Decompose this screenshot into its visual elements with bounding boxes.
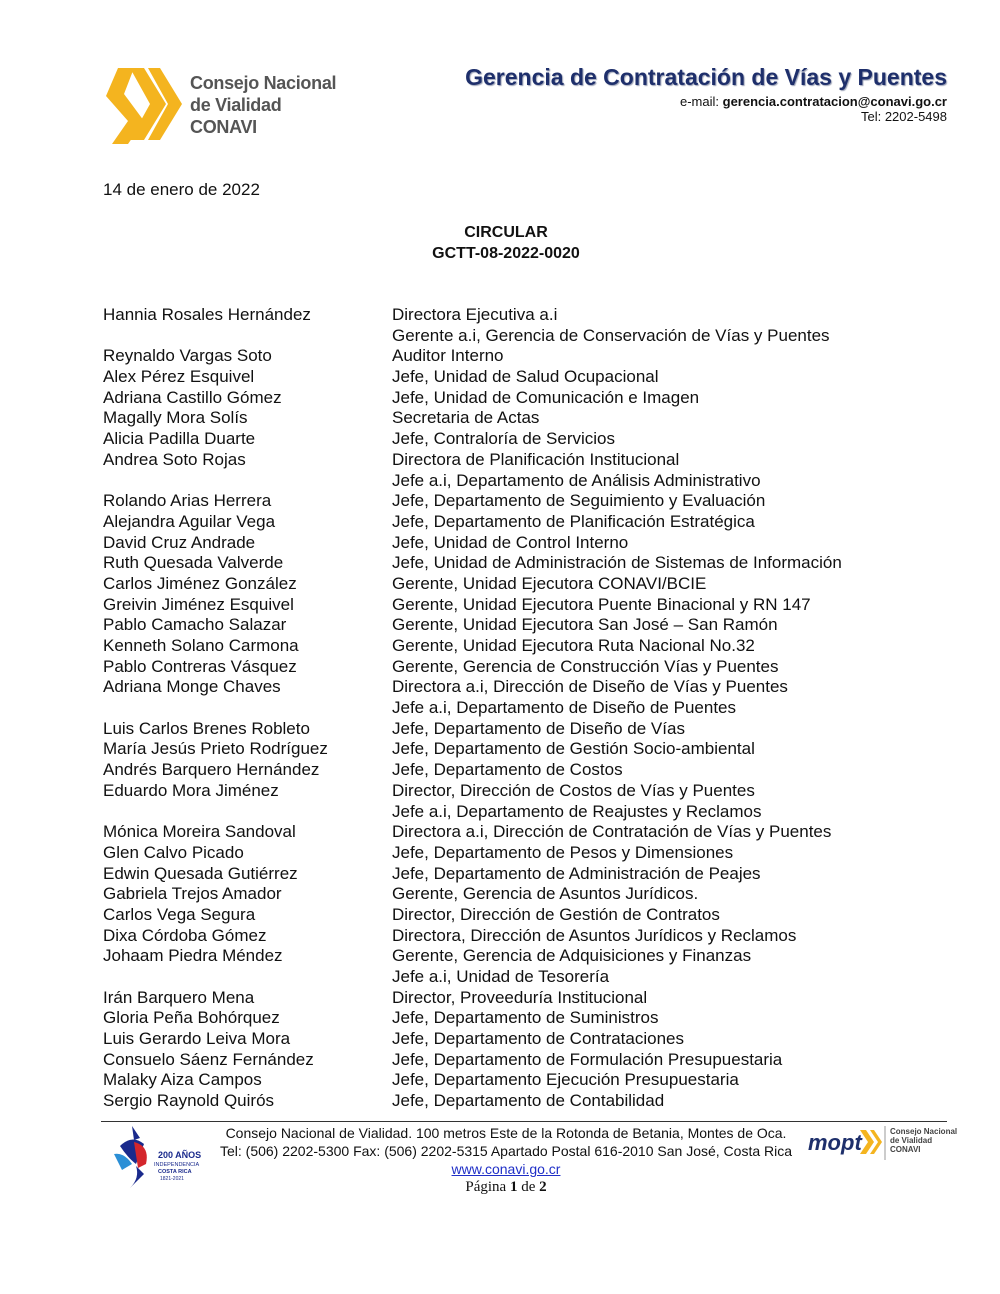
recipient-position: Jefe, Departamento de Contrataciones: [392, 1029, 685, 1049]
recipient-name: Irán Barquero Mena: [103, 987, 255, 1007]
recipient-row: [103, 657, 903, 678]
recipient-row: [103, 574, 903, 595]
recipient-row: [103, 533, 903, 554]
recipient-row: [103, 884, 903, 905]
circular-label: CIRCULAR: [464, 224, 548, 241]
recipient-position: Jefe, Unidad de Salud Ocupacional: [392, 367, 659, 387]
recipient-row: [103, 367, 903, 388]
recipient-name: Alejandra Aguilar Vega: [103, 511, 276, 531]
footer-divider: [101, 1121, 947, 1122]
recipient-position: Director, Dirección de Gestión de Contratos: [392, 904, 720, 924]
bicentennial-text-4: 1821-2021: [160, 1176, 184, 1182]
recipient-row: [103, 553, 903, 574]
recipient-position: Auditor Interno: [392, 346, 504, 366]
recipient-name: Ruth Quesada Valverde: [103, 553, 284, 573]
bicentennial-text-1: 200 AÑOS: [158, 1150, 202, 1160]
recipient-name: Reynaldo Vargas Soto: [103, 346, 272, 366]
recipient-name: Johaam Piedra Méndez: [103, 946, 283, 966]
recipient-position: Directora de Planificación Institucional: [392, 449, 680, 469]
recipient-position: Jefe, Departamento de Costos: [392, 760, 623, 780]
recipient-name: Edwin Quesada Gutiérrez: [103, 863, 298, 883]
recipient-row: [103, 1091, 903, 1112]
circular-code: GCTT-08-2022-0020: [432, 245, 580, 262]
recipient-row: [103, 760, 903, 781]
recipient-position: Gerente, Gerencia de Adquisiciones y Finanzas: [392, 946, 752, 966]
recipient-row: [103, 698, 903, 719]
recipient-name: Alicia Padilla Duarte: [103, 429, 256, 449]
recipient-name: Eduardo Mora Jiménez: [103, 780, 279, 800]
recipient-row: [103, 388, 903, 409]
recipient-position: Gerente, Unidad Ejecutora Ruta Nacional No.32: [392, 636, 755, 655]
recipient-row: [103, 822, 903, 843]
mopt-conavi-text: [890, 1127, 957, 1154]
recipient-row: [103, 905, 903, 926]
email-address[interactable]: gerencia.contratacion@conavi.go.cr: [722, 94, 947, 109]
recipient-name: Hannia Rosales Hernández: [103, 305, 311, 324]
recipient-name: [103, 471, 392, 492]
logo-line-2: de Vialidad: [190, 95, 282, 115]
recipient-name: Magally Mora Solís: [103, 408, 248, 428]
recipient-name: Mónica Moreira Sandoval: [103, 822, 296, 842]
page-total: 2: [539, 1179, 547, 1195]
recipient-position: Directora a.i, Dirección de Contratación de Vías y Puentes: [392, 822, 832, 842]
recipient-list: [103, 305, 903, 1112]
recipient-row: [103, 615, 903, 636]
mopt-wordmark: mopt: [808, 1130, 862, 1155]
recipient-position: Director, Dirección de Costos de Vías y Puentes: [392, 780, 755, 800]
recipient-row: [103, 326, 903, 347]
recipient-row: [103, 450, 903, 471]
recipient-position: Secretaria de Actas: [392, 408, 540, 428]
recipient-name: Rolando Arias Herrera: [103, 491, 272, 511]
footer-line-1: Consejo Nacional de Vialidad. 100 metros Este de la Rotonda de Betania, Montes de Oca.: [225, 1125, 787, 1141]
recipient-row: [103, 491, 903, 512]
conavi-logo: [104, 66, 344, 146]
recipient-name: Consuelo Sáenz Fernández: [103, 1049, 314, 1069]
recipient-position: Jefe, Departamento de Formulación Presupuestaria: [392, 1049, 783, 1069]
recipient-position: Directora, Dirección de Asuntos Jurídicos y Reclamos: [392, 925, 797, 945]
recipient-row: [103, 967, 903, 988]
recipient-row: [103, 926, 903, 947]
recipient-position: Gerente, Gerencia de Asuntos Jurídicos.: [392, 884, 699, 904]
recipient-name: Andrea Soto Rojas: [103, 449, 246, 469]
recipient-name: Glen Calvo Picado: [103, 842, 244, 862]
recipient-name: [103, 967, 392, 988]
recipient-position: Jefe, Unidad de Administración de Sistemas de Información: [392, 553, 842, 573]
page-of: de: [521, 1179, 536, 1195]
page-label: Página: [465, 1179, 507, 1195]
recipient-row: [103, 719, 903, 740]
recipient-name: David Cruz Andrade: [103, 532, 256, 552]
website-link[interactable]: www.conavi.go.cr: [451, 1161, 561, 1177]
recipient-name: [103, 698, 392, 719]
recipient-name: Pablo Camacho Salazar: [103, 615, 287, 635]
recipient-name: Carlos Jiménez González: [103, 573, 297, 593]
mopt-logo: [808, 1126, 886, 1165]
recipient-row: [103, 429, 903, 450]
recipient-name: Luis Carlos Brenes Robleto: [103, 718, 310, 738]
recipient-name: Gabriela Trejos Amador: [103, 884, 282, 904]
recipient-position: Directora a.i, Dirección de Diseño de Vías y Puentes: [392, 677, 788, 697]
recipient-name: Sergio Raynold Quirós: [103, 1091, 275, 1111]
recipient-name: [103, 802, 392, 823]
recipient-position: Jefe, Departamento de Suministros: [392, 1008, 659, 1028]
recipient-name: María Jesús Prieto Rodríguez: [103, 739, 328, 759]
recipient-position: Jefe, Departamento de Administración de Peajes: [392, 863, 761, 883]
recipient-name: Dixa Córdoba Gómez: [103, 925, 267, 945]
recipient-name: Pablo Contreras Vásquez: [103, 656, 297, 676]
recipient-row: [103, 636, 903, 657]
recipient-position: Jefe, Contraloría de Servicios: [392, 429, 615, 449]
circular-heading: [0, 222, 1000, 264]
recipient-row: [103, 864, 903, 885]
logo-line-3: CONAVI: [190, 117, 257, 137]
mopt-org-line-2: de Vialidad: [890, 1136, 933, 1145]
recipient-row: [103, 843, 903, 864]
recipient-row: [103, 946, 903, 967]
phone-line: Tel: 2202-5498: [860, 109, 947, 124]
recipient-position: Jefe, Unidad de Control Interno: [392, 532, 629, 552]
recipient-position: Gerente, Unidad Ejecutora CONAVI/BCIE: [392, 573, 707, 593]
recipient-name: Adriana Monge Chaves: [103, 677, 281, 697]
recipient-position: Jefe a.i, Departamento de Diseño de Puentes: [392, 698, 736, 718]
recipient-position: Jefe a.i, Departamento de Reajustes y Reclamos: [392, 801, 762, 821]
recipient-name: Gloria Peña Bohórquez: [103, 1008, 280, 1028]
recipient-row: [103, 305, 903, 326]
email-line: [465, 94, 947, 109]
recipient-row: [103, 1070, 903, 1091]
bicentennial-text-2: INDEPENDENCIA: [154, 1162, 200, 1168]
recipient-row: [103, 1008, 903, 1029]
recipient-position: Gerente, Unidad Ejecutora Puente Binacional y RN 147: [392, 594, 811, 614]
recipient-row: [103, 471, 903, 492]
recipient-row: [103, 512, 903, 533]
recipient-position: Jefe a.i, Departamento de Análisis Administrativo: [392, 470, 761, 490]
bicentennial-text-3: COSTA RICA: [158, 1169, 192, 1175]
page-number: [200, 1178, 812, 1196]
recipient-row: [103, 1050, 903, 1071]
recipient-position: Jefe, Departamento de Contabilidad: [392, 1091, 665, 1111]
mopt-org-line-3: CONAVI: [890, 1145, 921, 1154]
recipient-row: [103, 595, 903, 616]
recipient-row: [103, 988, 903, 1009]
recipient-position: Jefe, Departamento de Gestión Socio-ambiental: [392, 739, 755, 759]
recipient-row: [103, 739, 903, 760]
recipient-row: [103, 346, 903, 367]
document-date: 14 de enero de 2022: [103, 180, 260, 199]
recipient-name: Carlos Vega Segura: [103, 904, 256, 924]
recipient-position: Jefe, Departamento de Seguimiento y Evaluación: [392, 491, 766, 511]
recipient-row: [103, 781, 903, 802]
mopt-org-line-1: Consejo Nacional: [890, 1127, 958, 1136]
conavi-logo-text: [190, 72, 336, 138]
mopt-logo-icon: [808, 1126, 886, 1160]
department-title: Gerencia de Contratación de Vías y Puentes: [465, 64, 947, 90]
bicentennial-bird-icon: [110, 1124, 210, 1190]
recipient-name: Kenneth Solano Carmona: [103, 636, 299, 655]
recipient-position: Directora Ejecutiva a.i: [392, 305, 558, 324]
recipient-name: Adriana Castillo Gómez: [103, 387, 282, 407]
letterhead: [465, 64, 947, 124]
recipient-position: Gerente, Unidad Ejecutora San José – San Ramón: [392, 615, 778, 635]
email-label: e-mail:: [680, 94, 720, 109]
recipient-position: Jefe, Departamento de Planificación Estratégica: [392, 511, 755, 531]
page-current: 1: [509, 1179, 518, 1195]
footer-address: [200, 1124, 812, 1196]
recipient-position: Director, Proveeduría Institucional: [392, 987, 648, 1007]
recipient-position: Jefe, Departamento Ejecución Presupuestaria: [392, 1070, 739, 1090]
recipient-position: Jefe, Departamento de Diseño de Vías: [392, 718, 685, 738]
conavi-chevrons-icon: [104, 66, 184, 146]
recipient-name: Greivin Jiménez Esquivel: [103, 594, 294, 614]
recipient-name: Alex Pérez Esquivel: [103, 367, 255, 387]
recipient-row: [103, 1029, 903, 1050]
recipient-row: [103, 802, 903, 823]
bicentennial-logo: [110, 1124, 210, 1195]
recipient-name: Luis Gerardo Leiva Mora: [103, 1029, 291, 1049]
recipient-name: [103, 326, 392, 347]
recipient-position: Jefe a.i, Unidad de Tesorería: [392, 967, 610, 986]
recipient-name: Malaky Aiza Campos: [103, 1070, 262, 1090]
recipient-row: [103, 677, 903, 698]
recipient-position: Gerente a.i, Gerencia de Conservación de Vías y Puentes: [392, 325, 830, 345]
recipient-row: [103, 408, 903, 429]
recipient-name: Andrés Barquero Hernández: [103, 760, 320, 780]
logo-line-1: Consejo Nacional: [190, 73, 337, 93]
recipient-position: Jefe, Departamento de Pesos y Dimensiones: [392, 842, 734, 862]
recipient-position: Gerente, Gerencia de Construcción Vías y Puentes: [392, 656, 779, 676]
recipient-position: Jefe, Unidad de Comunicación e Imagen: [392, 387, 700, 407]
footer-line-2: Tel: (506) 2202-5300 Fax: (506) 2202-5315 Apartado Postal 616-2010 San José, Costa Rica: [219, 1143, 793, 1159]
